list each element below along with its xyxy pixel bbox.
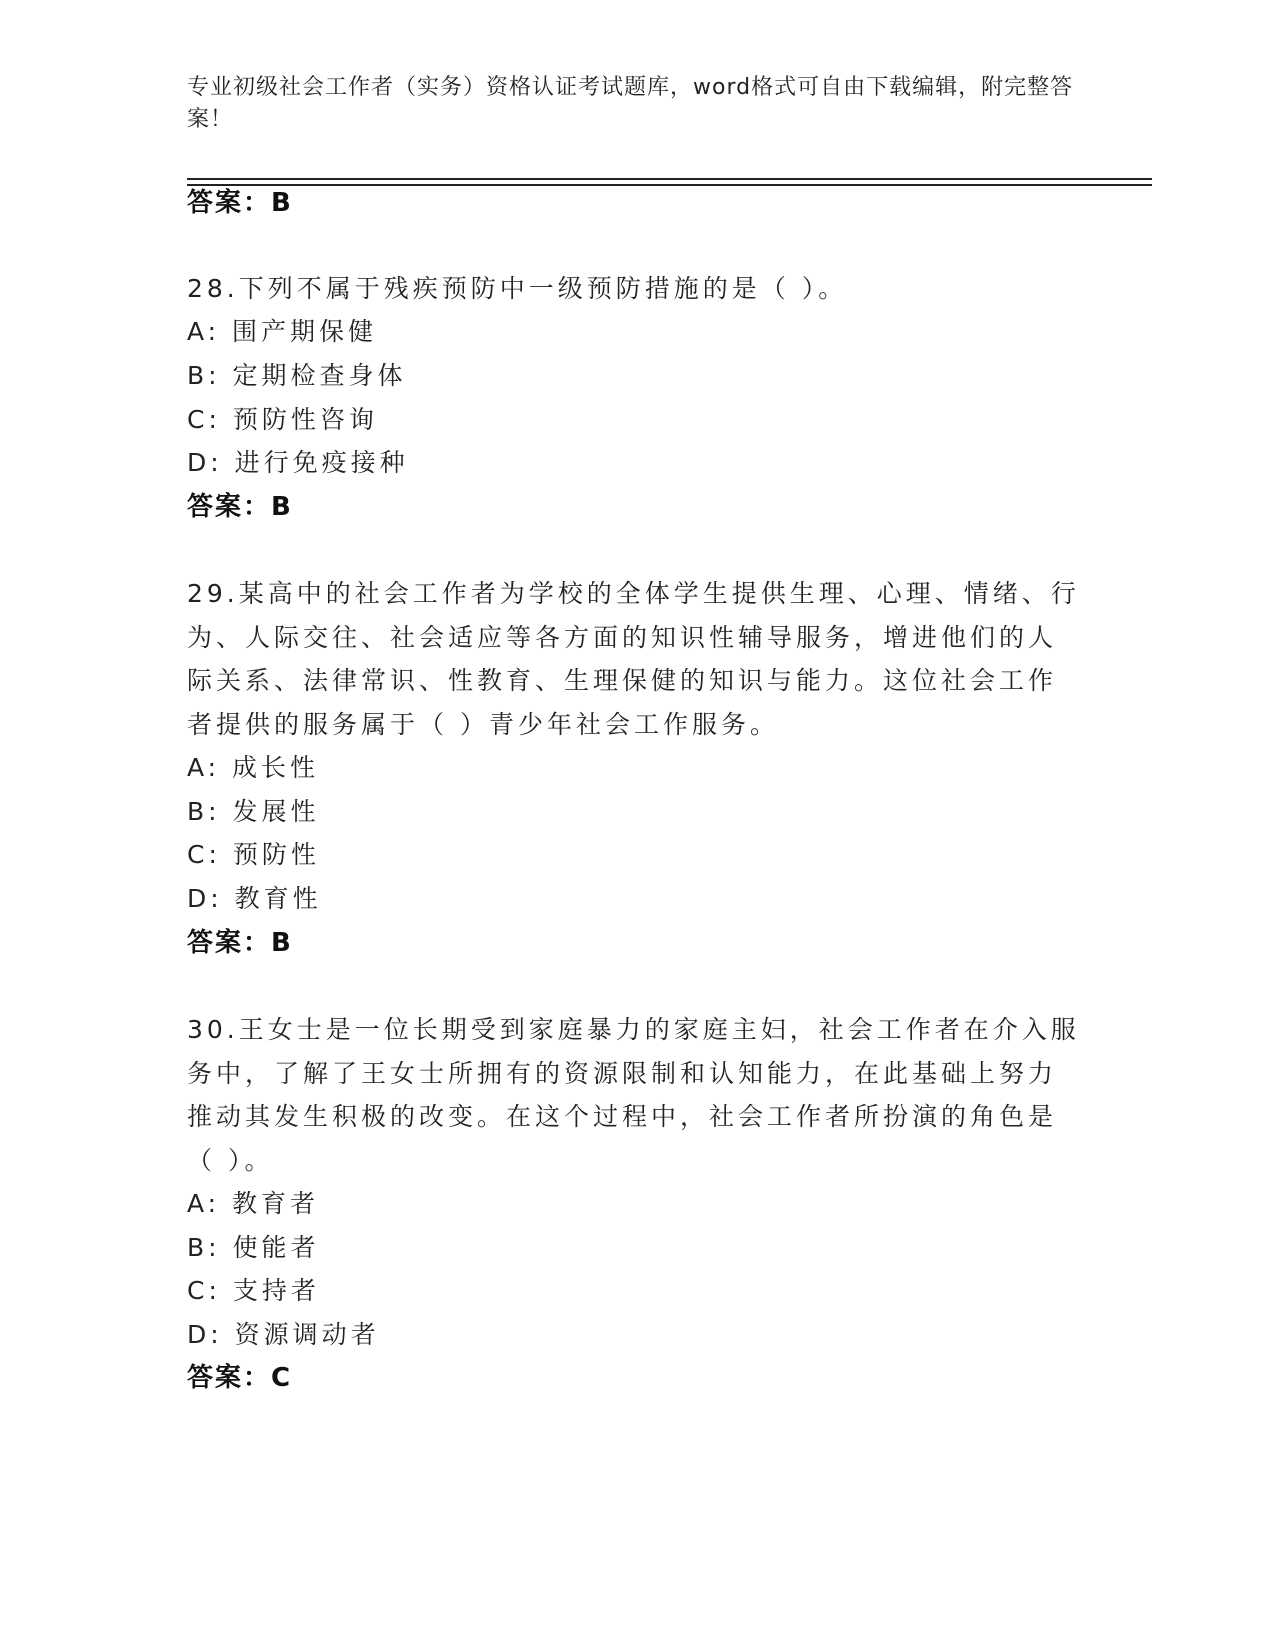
question-30-option-a: A: 教育者 <box>187 1189 320 1218</box>
question-28-answer: 答案：B <box>187 492 293 522</box>
question-29-text-line-3: 际关系、法律常识、性教育、生理保健的知识与能力。这位社会工作 <box>187 666 1058 695</box>
question-28-text: 28.下列不属于残疾预防中一级预防措施的是（ ）。 <box>187 274 848 303</box>
question-29-text-line-2: 为、人际交往、社会适应等各方面的知识性辅导服务，增进他们的人 <box>187 623 1058 652</box>
question-30-text-line-4: （ ）。 <box>187 1146 274 1175</box>
header-divider-bottom <box>187 184 1152 186</box>
question-30-option-b: B: 使能者 <box>187 1233 320 1262</box>
question-30-option-c: C: 支持者 <box>187 1276 320 1305</box>
answer-line: 答案：B <box>187 188 293 218</box>
document-header: 专业初级社会工作者（实务）资格认证考试题库，word格式可自由下载编辑，附完整答案！ <box>187 75 1074 132</box>
question-28-option-a: A: 围产期保健 <box>187 317 378 346</box>
question-30-answer: 答案：C <box>187 1363 293 1393</box>
question-30-option-d: D: 资源调动者 <box>187 1320 380 1349</box>
question-30-text-line-2: 务中，了解了王女士所拥有的资源限制和认知能力，在此基础上努力 <box>187 1059 1058 1088</box>
question-30-text-line-1: 30.王女士是一位长期受到家庭暴力的家庭主妇，社会工作者在介入服 <box>187 1015 1080 1044</box>
question-28-option-d: D: 进行免疫接种 <box>187 448 409 477</box>
question-29-option-b: B: 发展性 <box>187 797 320 826</box>
question-29-option-c: C: 预防性 <box>187 840 320 869</box>
question-30-text-line-3: 推动其发生积极的改变。在这个过程中，社会工作者所扮演的角色是 <box>187 1102 1058 1131</box>
question-28-option-b: B: 定期检查身体 <box>187 361 407 390</box>
question-29-option-a: A: 成长性 <box>187 753 320 782</box>
question-29-answer: 答案：B <box>187 928 293 958</box>
question-29-text-line-4: 者提供的服务属于（ ）青少年社会工作服务。 <box>187 710 779 739</box>
header-divider-top <box>187 178 1152 180</box>
question-29-text-line-1: 29.某高中的社会工作者为学校的全体学生提供生理、心理、情绪、行 <box>187 579 1080 608</box>
question-28-option-c: C: 预防性咨询 <box>187 405 378 434</box>
question-29-option-d: D: 教育性 <box>187 884 322 913</box>
